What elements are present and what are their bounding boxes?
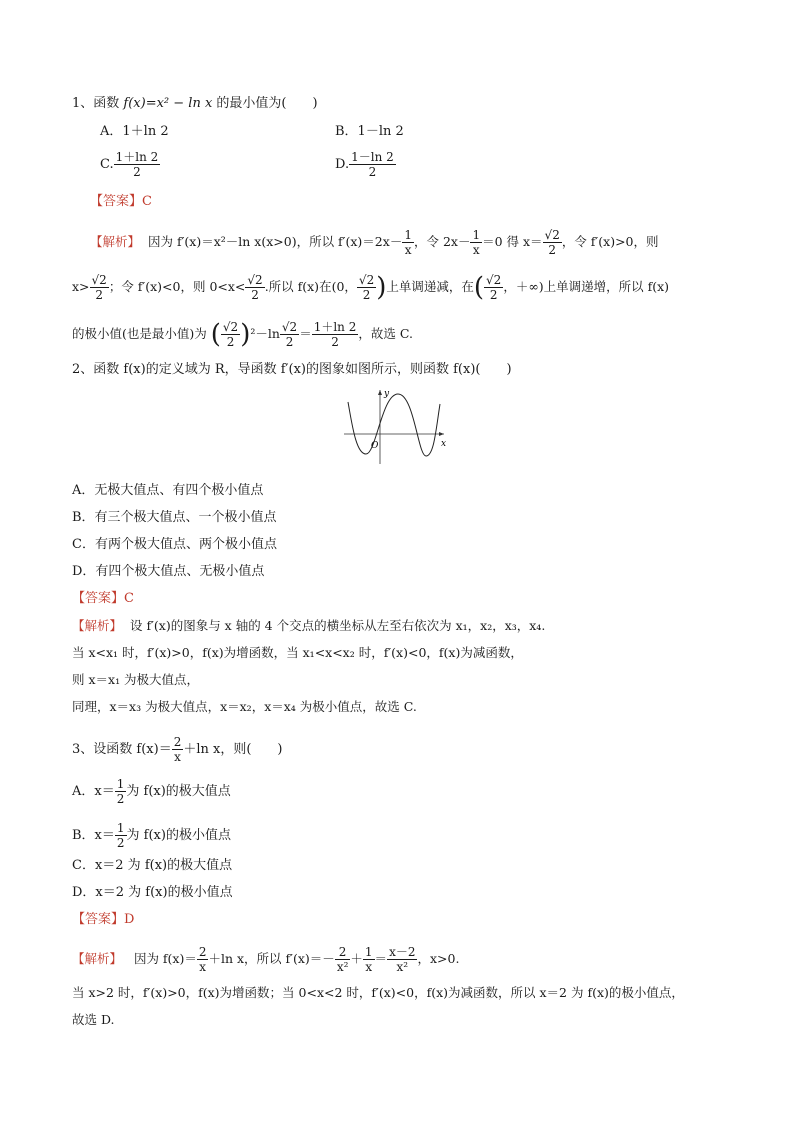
- q1-option-a[interactable]: A．1＋ln 2: [100, 124, 169, 139]
- analysis-text: .所以 f(x)在: [264, 279, 332, 294]
- denominator: 2: [489, 288, 498, 302]
- frac-result: [312, 320, 359, 349]
- numerator: √2: [222, 320, 239, 334]
- analysis-text: 上单调递减，在: [386, 279, 474, 294]
- numerator: 1: [404, 228, 412, 242]
- numerator: 1: [116, 821, 125, 835]
- denominator: x²: [336, 960, 349, 974]
- analysis-text: x>: [72, 279, 90, 294]
- denominator: 2: [116, 792, 125, 806]
- q2-stem: 2、函数 f(x)的定义域为 R，导函数 f′(x)的图象如图所示，则函数 f(x)( ): [72, 362, 512, 377]
- q1-option-b[interactable]: B．1－ln 2: [335, 124, 404, 139]
- denominator: 2: [362, 288, 371, 302]
- option-label: B．x＝: [72, 828, 115, 843]
- q1-option-c[interactable]: [100, 150, 160, 179]
- numerator: √2: [544, 228, 560, 242]
- frac-1-over-x: [363, 945, 375, 974]
- numerator: 1＋ln 2: [313, 320, 357, 334]
- denominator: 2: [285, 335, 294, 349]
- analysis-text: ＝: [374, 951, 388, 966]
- q3-stem-text: 3、设函数 f(x)＝: [72, 742, 172, 757]
- derivative-graph: [340, 384, 450, 466]
- option-text: 为 f(x)的极小值点: [126, 828, 231, 843]
- frac-sqrt2-over-2: [221, 320, 240, 349]
- denominator: 2: [368, 165, 377, 179]
- answer-tag: 【答案】: [72, 912, 125, 927]
- q3-analysis-line-1: [72, 945, 459, 974]
- q1-option-d-fraction: [349, 150, 396, 179]
- q2-analysis-line-3: 则 x＝x₁ 为极大值点，: [72, 672, 200, 687]
- frac-sqrt2-over-2: [484, 273, 503, 302]
- paren-open: (: [473, 272, 485, 303]
- answer-value: C: [124, 591, 134, 606]
- q2-analysis-line-1: [72, 617, 545, 635]
- x-axis-arrow-icon: [439, 432, 444, 436]
- q3-option-a[interactable]: [72, 777, 231, 806]
- q3-analysis-line-2: 当 x>2 时，f′(x)>0，f(x)为增函数；当 0<x<2 时，f′(x)<0，f(x)为减函数，所以 x＝2 为 f(x)的极小值点，: [72, 985, 684, 1000]
- frac-1-over-2: [115, 821, 127, 850]
- option-label: A．x＝: [72, 784, 115, 799]
- q2-option-b[interactable]: B．有三个极大值点、一个极小值点: [72, 510, 277, 525]
- frac-sqrt2-over-2: [245, 273, 264, 302]
- analysis-tag: 【解析】: [90, 234, 141, 249]
- numerator: 1－ln 2: [351, 150, 394, 164]
- answer-tag: 【答案】: [72, 591, 125, 606]
- q1-analysis-line-3: [72, 320, 413, 349]
- analysis-text: 上单调递增，所以 f(x): [543, 279, 670, 294]
- analysis-text: ，故选 C.: [358, 326, 413, 341]
- q1-answer: [90, 193, 152, 211]
- q2-analysis-line-2: 当 x<x₁ 时，f′(x)>0，f(x)为增函数，当 x₁<x<x₂ 时，f′(x)<0，f(x)为减函数，: [72, 645, 523, 660]
- interval-open: (0，: [331, 279, 357, 294]
- numerator: x－2: [389, 945, 416, 959]
- numerator: 1: [364, 945, 373, 959]
- numerator: √2: [486, 273, 502, 287]
- frac-2-over-x: [172, 735, 184, 764]
- frac-1-over-x: [402, 228, 414, 257]
- frac-1-over-x: [470, 228, 482, 257]
- analysis-text: ＋ln x，所以 f′(x)＝－: [208, 951, 335, 966]
- numerator: 2: [173, 735, 182, 749]
- denominator: x: [404, 243, 412, 257]
- numerator: √2: [358, 273, 375, 287]
- q3-analysis-line-3: 故选 D.: [72, 1012, 115, 1027]
- analysis-text: ；令 f′(x)<0，则 0<x<: [108, 279, 246, 294]
- numerator: √2: [281, 320, 298, 334]
- analysis-text: ²－ln: [250, 326, 280, 341]
- answer-value: C: [142, 194, 152, 209]
- analysis-text: ，x>0.: [417, 951, 460, 966]
- q3-option-d[interactable]: D．x＝2 为 f(x)的极小值点: [72, 885, 233, 900]
- q2-analysis-line-4: 同理，x＝x₃ 为极大值点，x＝x₂，x＝x₄ 为极小值点，故选 C.: [72, 699, 417, 714]
- analysis-text: 设 f′(x)的图象与 x 轴的 4 个交点的横坐标从左至右依次为 x₁，x₂，x₃，x₄.: [129, 618, 546, 633]
- denominator: 2: [251, 288, 259, 302]
- denominator: x: [199, 960, 207, 974]
- q2-option-a[interactable]: A．无极大值点、有四个极小值点: [72, 483, 264, 498]
- q1-analysis-line-2: [72, 273, 669, 302]
- analysis-tag: 【解析】: [72, 951, 123, 966]
- denominator: 2: [331, 335, 339, 349]
- q2-answer: [72, 590, 134, 608]
- analysis-text: ＝: [299, 326, 312, 341]
- paren-open: (: [210, 319, 221, 350]
- denominator: x²: [396, 960, 409, 974]
- q2-option-c[interactable]: C．有两个极大值点、两个极小值点: [72, 537, 277, 552]
- analysis-text: 因为 f(x)＝: [133, 951, 197, 966]
- q1-stem: [72, 95, 318, 113]
- numerator: √2: [91, 273, 107, 287]
- q1-stem-function: f(x)=x² − ln x: [123, 96, 213, 111]
- frac-2-over-x2: [335, 945, 351, 974]
- option-text: 为 f(x)的极大值点: [126, 784, 231, 799]
- numerator: 1: [116, 777, 125, 791]
- q1-option-d-label: D.: [335, 157, 350, 172]
- denominator: 2: [226, 335, 235, 349]
- frac-1-over-2: [115, 777, 127, 806]
- numerator: 1: [472, 228, 481, 242]
- numerator: 2: [335, 945, 351, 960]
- frac-sqrt2-over-2: [543, 228, 562, 257]
- q1-stem-text: 1、函数: [72, 96, 124, 111]
- paren-close: ): [240, 319, 251, 350]
- derivative-curve: [348, 394, 440, 456]
- q1-option-c-fraction: [114, 150, 161, 179]
- answer-tag: 【答案】: [90, 194, 143, 209]
- denominator: 2: [116, 836, 125, 850]
- frac-result: [387, 945, 417, 974]
- q3-stem-tail: ＋ln x，则( ): [183, 742, 283, 757]
- q3-option-c[interactable]: C．x＝2 为 f(x)的极大值点: [72, 858, 233, 873]
- denominator: x: [472, 243, 480, 257]
- graph-origin-label: O: [371, 441, 379, 451]
- analysis-text: ＝0 得 x＝: [482, 234, 543, 249]
- analysis-text: ＋: [350, 951, 363, 966]
- numerator: 1＋ln 2: [115, 150, 159, 164]
- q2-option-d[interactable]: D．有四个极大值点、无极小值点: [72, 564, 265, 579]
- analysis-text: ，令 2x－: [413, 234, 471, 249]
- analysis-text: 的极小值(也是最小值)为: [72, 326, 207, 341]
- q3-answer: [72, 911, 134, 929]
- frac-sqrt2-over-2: [280, 320, 299, 349]
- numerator: √2: [247, 273, 263, 287]
- denominator: x: [365, 960, 373, 974]
- analysis-tag: 【解析】: [72, 618, 123, 633]
- frac-sqrt2-over-2: [357, 273, 376, 302]
- denominator: 2: [548, 243, 556, 257]
- answer-value: D: [124, 912, 135, 927]
- q1-option-c-label: C.: [100, 157, 114, 172]
- q1-analysis-line-1: [90, 228, 659, 257]
- q3-stem: [72, 735, 282, 764]
- denominator: 2: [95, 288, 103, 302]
- graph-y-label: y: [384, 389, 390, 399]
- denominator: x: [174, 750, 181, 764]
- y-axis-arrow-icon: [378, 390, 382, 395]
- analysis-text: 因为 f′(x)＝x²－ln x(x>0)，所以 f′(x)＝2x－: [147, 234, 403, 249]
- numerator: 2: [198, 945, 207, 959]
- q1-stem-tail: 的最小值为( ): [212, 96, 318, 111]
- frac-2-over-x: [197, 945, 209, 974]
- frac-sqrt2-over-2: [90, 273, 109, 302]
- q3-option-b[interactable]: [72, 821, 231, 850]
- interval-close: ，＋∞): [503, 279, 544, 294]
- denominator: 2: [133, 165, 141, 179]
- analysis-text: ，令 f′(x)>0，则: [561, 234, 659, 249]
- q1-option-d[interactable]: [335, 150, 396, 179]
- paren-close: ): [376, 272, 387, 303]
- graph-x-label: x: [441, 439, 447, 449]
